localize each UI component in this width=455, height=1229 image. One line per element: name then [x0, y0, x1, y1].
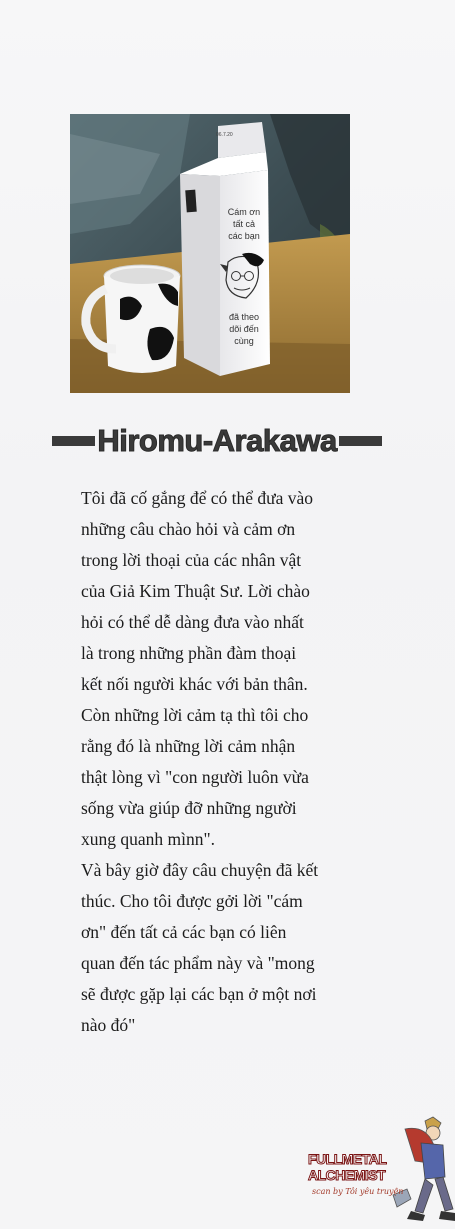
logo-line-1: FULLMETAL: [308, 1151, 387, 1167]
milk-carton-photo: [70, 114, 350, 393]
carton-text: Cám ơn: [227, 207, 261, 217]
header-bar-right: [339, 436, 382, 446]
edward-elric-figure-icon: [385, 1115, 455, 1229]
message-line: trong lời thoại của các nhân vật: [81, 550, 302, 570]
author-header: [52, 423, 382, 459]
message-line: quan đến tác phẩm này và "mong: [81, 953, 315, 973]
message-line: Tôi đã cố gắng để có thể đưa vào: [81, 488, 314, 508]
photo-illustration: [70, 114, 350, 393]
message-line: nào đó": [81, 1015, 136, 1035]
carton-date: 06.7.20: [216, 132, 233, 138]
message-line: rằng đó là những lời cảm nhận: [81, 736, 296, 756]
carton-text: đã theo: [228, 312, 260, 322]
fullmetal-alchemist-logo: [300, 1115, 455, 1229]
message-line: là trong những phần đàm thoại: [81, 643, 297, 663]
message-line: những câu chào hỏi và cảm ơn: [81, 519, 296, 539]
message-line: sống vừa giúp đỡ những người: [81, 798, 297, 818]
carton-text: các bạn: [228, 231, 260, 241]
message-line: hỏi có thể dễ dàng đưa vào nhất: [81, 612, 304, 632]
author-name: Hiromu-Arakawa: [97, 423, 337, 458]
logo-line-2: ALCHEMIST: [308, 1167, 386, 1183]
message-line: ơn" đến tất cả các bạn có liên: [81, 922, 287, 942]
message-line: Còn những lời cảm tạ thì tôi cho: [81, 705, 309, 725]
message-line: kết nối người khác với bản thân.: [81, 674, 308, 694]
carton-text: cùng: [234, 336, 254, 346]
carton-text: tất cả: [232, 219, 256, 229]
message-line: thúc. Cho tôi được gởi lời "cám: [81, 891, 303, 911]
message-line: xung quanh mìnn".: [81, 829, 216, 849]
header-bar-left: [52, 436, 95, 446]
message-line: sẽ được gặp lại các bạn ở một nơi: [81, 984, 317, 1004]
message-line: của Giả Kim Thuật Sư. Lời chào: [81, 581, 310, 601]
message-line: thật lòng vì "con người luôn vừa: [81, 767, 309, 787]
message-line: Và bây giờ đây câu chuyện đã kết: [81, 860, 319, 880]
scan-credit: scan by Tôi yêu truyện: [312, 1187, 404, 1196]
author-message: [81, 483, 381, 1041]
carton-text: dõi đến: [229, 324, 259, 334]
